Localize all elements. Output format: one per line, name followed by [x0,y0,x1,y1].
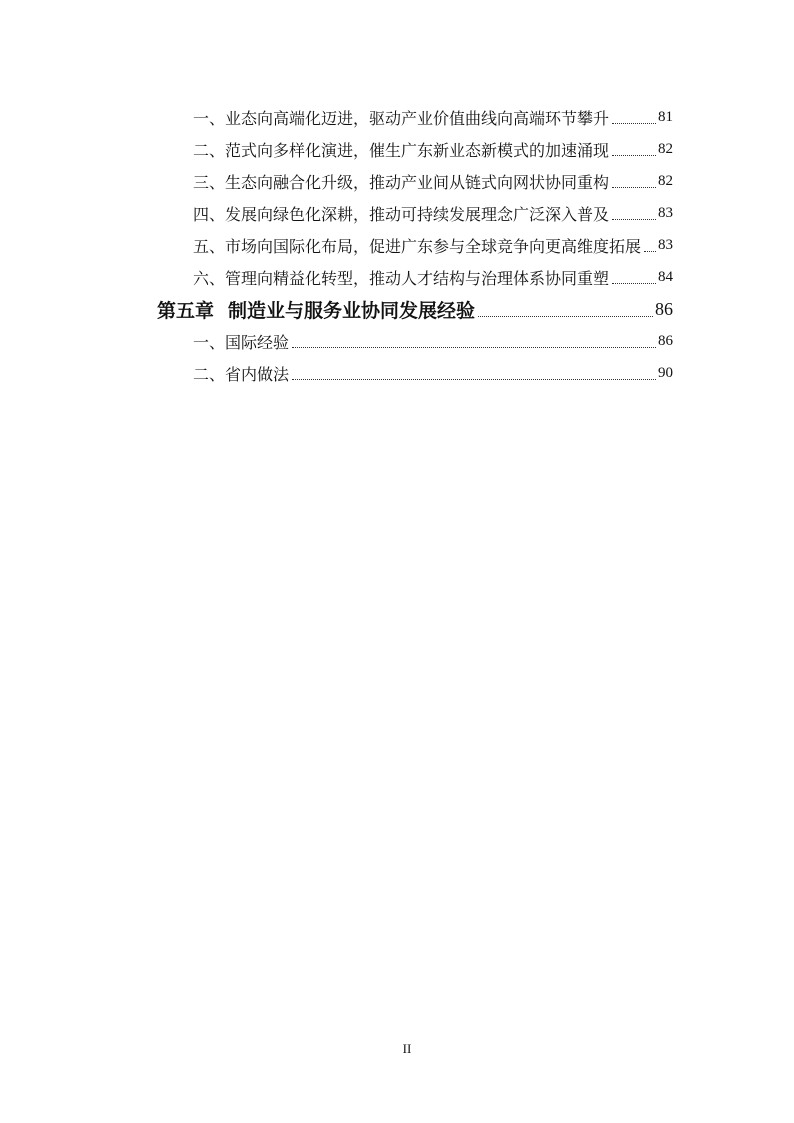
toc-leader-dots [612,219,656,220]
footer-page-number: II [402,1041,412,1056]
toc-entry-label: 一、国际经验 [193,332,290,352]
toc-leader-dots [292,347,656,348]
toc-leader-dots [478,316,653,317]
toc-entry-label: 五、市场向国际化布局，促进广东参与全球竞争向更高维度拓展 [193,236,642,256]
chapter-title: 制造业与服务业协同发展经验 [228,299,476,322]
toc-leader-dots [292,379,656,380]
toc-leader-dots [612,123,656,124]
toc-page-number: 86 [655,298,673,319]
toc-entry [0,165,794,197]
chapter-number: 第五章 [157,299,215,322]
toc-entry [0,133,794,165]
toc-page-number: 84 [658,268,673,285]
toc-entry-label: 三、生态向融合化升级，推动产业间从链式向网状协同重构 [193,172,610,192]
toc-entry [0,197,794,229]
toc-page-number: 86 [658,332,673,349]
toc-page-number: 83 [658,236,673,253]
table-of-contents [0,101,794,389]
toc-leader-dots [612,155,656,156]
chapter-heading [0,293,794,325]
toc-entry [0,261,794,293]
toc-leader-dots [644,251,656,252]
toc-page-number: 83 [658,204,673,221]
toc-leader-dots [612,187,656,188]
toc-entry [0,325,794,357]
toc-entry-label: 四、发展向绿色化深耕，推动可持续发展理念广泛深入普及 [193,204,610,224]
toc-page-number: 81 [658,108,673,125]
toc-entry-label: 二、范式向多样化演进，催生广东新业态新模式的加速涌现 [193,140,610,160]
toc-entry-label: 六、管理向精益化转型，推动人才结构与治理体系协同重塑 [193,268,610,288]
toc-page-number: 82 [658,172,673,189]
toc-entry [0,229,794,261]
toc-entry [0,101,794,133]
toc-entry [0,357,794,389]
toc-entry-label: 一、业态向高端化迈进，驱动产业价值曲线向高端环节攀升 [193,108,610,128]
toc-page-number: 82 [658,140,673,157]
toc-leader-dots [612,283,656,284]
toc-page-number: 90 [658,364,673,381]
toc-entry-label: 二、省内做法 [193,364,290,384]
